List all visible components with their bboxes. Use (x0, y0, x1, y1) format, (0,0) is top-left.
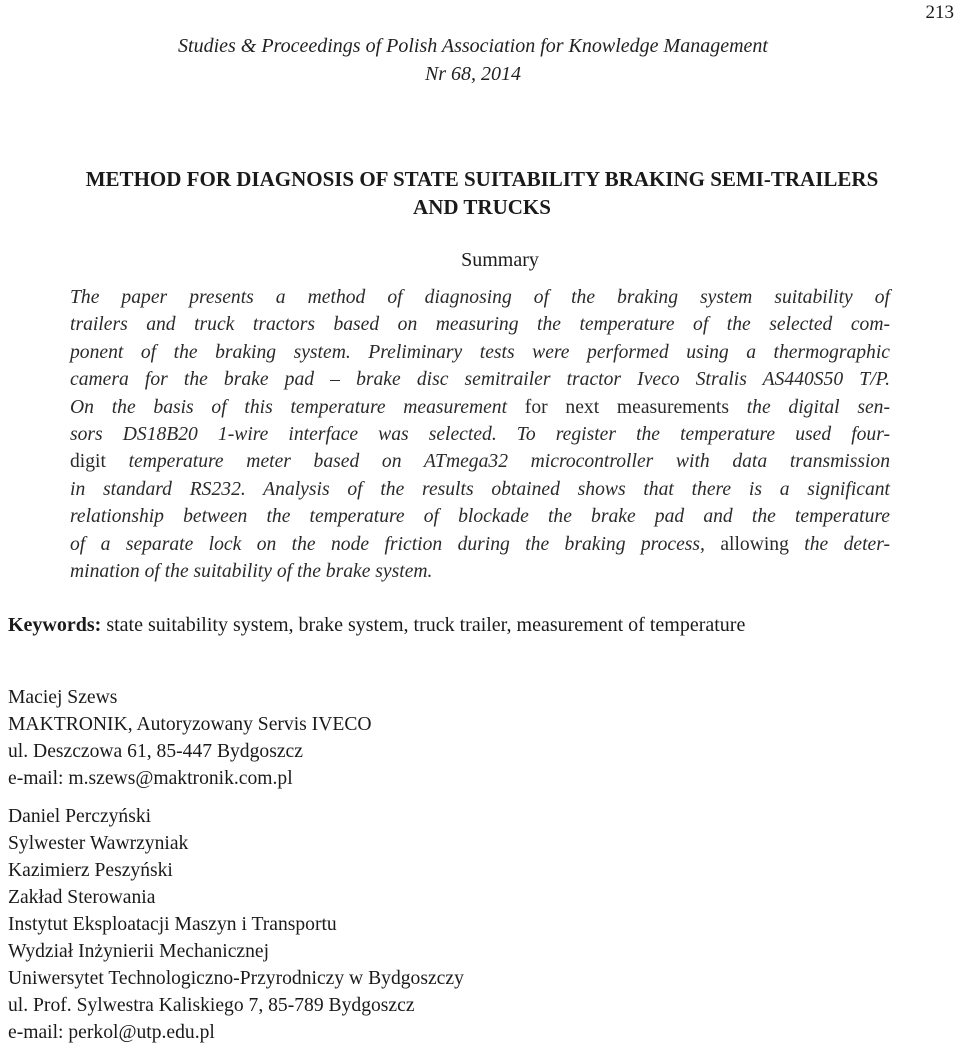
abstract-fragment-upright: allowing (720, 533, 789, 555)
abstract-fragment: the digital sen- (728, 396, 890, 418)
author-affiliation-block-1 (8, 684, 372, 792)
abstract-fragment: of a separate lock on the node friction during the braking process, (70, 533, 721, 555)
author-name: Daniel Perczyński (8, 806, 152, 827)
abstract-line: sors DS18B20 1-wire interface was selected. To register the temperature used four- (70, 424, 890, 446)
keywords-label: Keywords: (8, 614, 102, 636)
address: ul. Prof. Sylwestra Kaliskiego 7, 85-789 Bydgoszcz (8, 995, 415, 1016)
affiliation-department: Zakład Sterowania (8, 887, 156, 908)
page-number: 213 (925, 2, 954, 23)
abstract-line: mination of the suitability of the brake system. (70, 561, 433, 583)
abstract-text (70, 284, 890, 585)
affiliation-faculty: Wydział Inżynierii Mechanicznej (8, 941, 270, 962)
abstract-line (70, 448, 890, 475)
paper-title (0, 165, 960, 221)
journal-name: Studies & Proceedings of Polish Association for Knowledge Management (178, 35, 768, 57)
keywords (8, 614, 953, 637)
abstract-line (70, 531, 890, 558)
address: ul. Deszczowa 61, 85-447 Bydgoszcz (8, 741, 303, 762)
email: e-mail: m.szews@maktronik.com.pl (8, 768, 293, 789)
abstract-line: camera for the brake pad – brake disc semitrailer tractor Iveco Stralis AS440S50 T/P. (70, 369, 890, 391)
author-name: Maciej Szews (8, 687, 118, 708)
email: e-mail: perkol@utp.edu.pl (8, 1022, 215, 1043)
affiliation-university: Uniwersytet Technologiczno-Przyrodniczy w Bydgoszczy (8, 968, 464, 989)
abstract-fragment: temperature meter based on ATmega32 microcontroller with data transmission (105, 451, 890, 473)
paper-title-line-1: METHOD FOR DIAGNOSIS OF STATE SUITABILITY BRAKING SEMI-TRAILERS (85, 167, 879, 191)
affiliation-company: MAKTRONIK, Autoryzowany Servis IVECO (8, 714, 372, 735)
abstract-fragment-upright: for next measurements (524, 396, 729, 418)
journal-header (0, 32, 946, 88)
abstract-line (70, 394, 890, 421)
paper-title-line-2: AND TRUCKS (413, 195, 551, 219)
author-name: Sylwester Wawrzyniak (8, 833, 189, 854)
abstract-line: trailers and truck tractors based on measuring the temperature of the selected com- (70, 314, 890, 336)
abstract-line: in standard RS232. Analysis of the results obtained shows that there is a significant (70, 478, 890, 500)
abstract-fragment: the deter- (788, 533, 890, 555)
journal-issue: Nr 68, 2014 (424, 63, 522, 85)
abstract-fragment: On the basis of this temperature measurement (70, 396, 525, 418)
summary-heading: Summary (461, 249, 539, 271)
abstract-fragment-upright: digit (70, 451, 106, 473)
abstract-line: The paper presents a method of diagnosing of the braking system suitability of (70, 287, 890, 308)
author-affiliation-block-2 (8, 803, 464, 1046)
author-name: Kazimierz Peszyński (8, 860, 173, 881)
abstract-line: relationship between the temperature of blockade the brake pad and the temperature (70, 506, 890, 528)
affiliation-institute: Instytut Eksploatacji Maszyn i Transportu (8, 914, 337, 935)
abstract-line: ponent of the braking system. Preliminary tests were performed using a thermographic (70, 341, 890, 363)
keywords-text: state suitability system, brake system, truck trailer, measurement of temperature (101, 614, 746, 636)
